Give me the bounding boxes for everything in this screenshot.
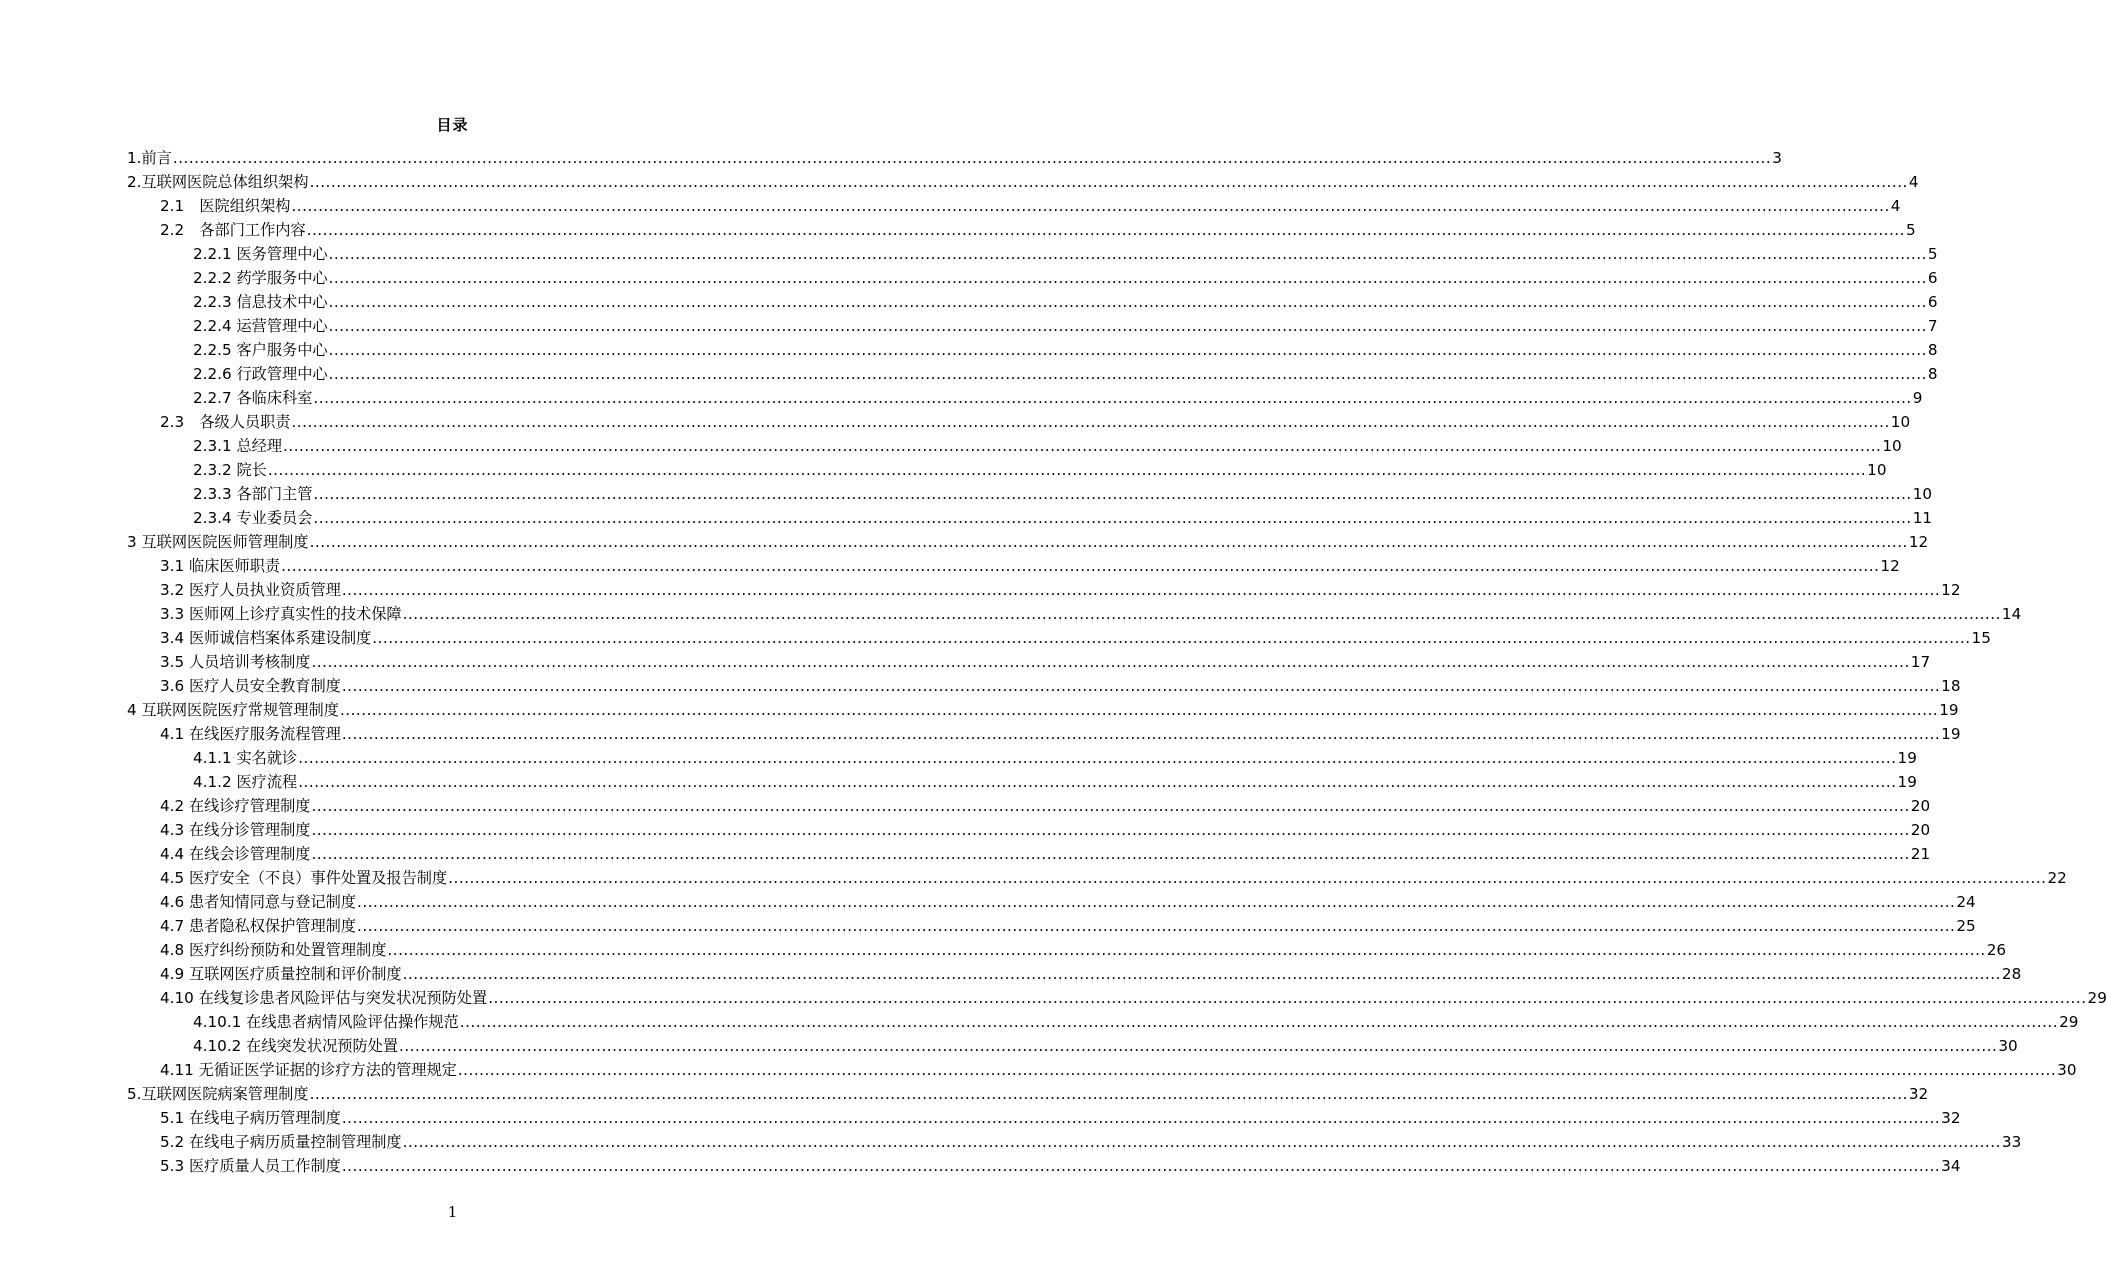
toc-dot-leader: ............................................................................................................................................................................................................................................................................................................: [306, 221, 1905, 239]
toc-entry-label: 3 互联网医院医师管理制度: [127, 533, 309, 551]
toc-entry-page: 34: [1941, 1157, 1961, 1175]
toc-entry-label: 2.3.1 总经理: [193, 437, 283, 455]
toc-entry-page: 19: [1941, 725, 1961, 743]
toc-entry[interactable]: [160, 626, 1991, 650]
toc-entry[interactable]: [193, 1034, 2018, 1058]
toc-dot-leader: ............................................................................................................................................................................................................................................................................................................: [387, 941, 1986, 959]
toc-entry-page: 30: [2057, 1061, 2077, 1079]
toc-dot-leader: ............................................................................................................................................................................................................................................................................................................: [399, 1037, 1998, 1055]
toc-dot-leader: ............................................................................................................................................................................................................................................................................................................: [328, 269, 1927, 287]
toc-entry-page: 28: [2001, 965, 2022, 983]
toc-dot-leader: ............................................................................................................................................................................................................................................................................................................: [341, 677, 1941, 695]
toc-dot-leader: ............................................................................................................................................................................................................................................................................................................: [402, 605, 2001, 623]
toc-entry[interactable]: [160, 194, 1901, 218]
toc-entry[interactable]: [160, 554, 1900, 578]
toc-dot-leader: ............................................................................................................................................................................................................................................................................................................: [313, 485, 1912, 503]
toc-entry-label: 2.2.3 信息技术中心: [193, 293, 328, 311]
page-number: 1: [447, 1203, 458, 1221]
toc-entry-label: 4.10.1 在线患者病情风险评估操作规范: [193, 1013, 459, 1031]
toc-entry-label: 4.4 在线会诊管理制度: [160, 845, 311, 863]
toc-entry-page: 24: [1956, 893, 1976, 911]
toc-entry[interactable]: [193, 746, 1917, 770]
toc-dot-leader: ............................................................................................................................................................................................................................................................................................................: [298, 749, 1897, 767]
toc-dot-leader: ............................................................................................................................................................................................................................................................................................................: [309, 1085, 1908, 1103]
toc-entry-page: 32: [1908, 1085, 1929, 1103]
toc-entry[interactable]: [193, 458, 1887, 482]
page-title: 目录: [436, 116, 469, 134]
toc-entry-label: 3.1 临床医师职责: [160, 557, 281, 575]
toc-entry-page: 5: [1905, 221, 1916, 239]
toc-entry-label: 4.11 无循证医学证据的诊疗方法的管理规定: [160, 1061, 457, 1079]
toc-entry-page: 25: [1956, 917, 1976, 935]
toc-entry-page: 8: [1927, 365, 1938, 383]
toc-entry-label: 5.3 医疗质量人员工作制度: [160, 1157, 341, 1175]
toc-dot-leader: ............................................................................................................................................................................................................................................................................................................: [328, 293, 1927, 311]
toc-entry-page: 12: [1908, 533, 1929, 551]
toc-entry[interactable]: [160, 722, 1961, 746]
toc-dot-leader: ............................................................................................................................................................................................................................................................................................................: [309, 533, 1908, 551]
toc-entry[interactable]: [127, 146, 1782, 170]
toc-entry-page: 30: [1998, 1037, 2018, 1055]
toc-entry[interactable]: [160, 1058, 2077, 1082]
toc-dot-leader: ............................................................................................................................................................................................................................................................................................................: [291, 197, 1890, 215]
toc-dot-leader: ............................................................................................................................................................................................................................................................................................................: [281, 557, 1880, 575]
toc-entry-label: 1.前言: [127, 149, 172, 167]
toc-dot-leader: ............................................................................................................................................................................................................................................................................................................: [311, 653, 1910, 671]
toc-entry[interactable]: [193, 386, 1923, 410]
toc-entry-page: 22: [2047, 869, 2067, 887]
toc-dot-leader: ............................................................................................................................................................................................................................................................................................................: [357, 893, 1956, 911]
toc-entry-label: 2.2 各部门工作内容: [160, 221, 306, 239]
toc-dot-leader: ............................................................................................................................................................................................................................................................................................................: [339, 701, 1939, 719]
toc-entry-label: 5.2 在线电子病历质量控制管理制度: [160, 1133, 402, 1151]
toc-entry-page: 10: [1912, 485, 1933, 503]
toc-entry-page: 6: [1927, 269, 1938, 287]
toc-entry-label: 2.3 各级人员职责: [160, 413, 291, 431]
toc-entry-page: 29: [2087, 989, 2107, 1007]
toc-dot-leader: ............................................................................................................................................................................................................................................................................................................: [328, 245, 1927, 263]
toc-entry[interactable]: [193, 314, 1938, 338]
toc-entry-label: 2.互联网医院总体组织架构: [127, 173, 309, 191]
toc-entry-label: 3.2 医疗人员执业资质管理: [160, 581, 341, 599]
toc-dot-leader: ............................................................................................................................................................................................................................................................................................................: [291, 413, 1890, 431]
toc-entry-label: 4.6 患者知情同意与登记制度: [160, 893, 357, 911]
toc-entry-page: 12: [1880, 557, 1900, 575]
toc-entry-page: 7: [1927, 317, 1938, 335]
toc-entry-page: 10: [1890, 413, 1911, 431]
toc-entry[interactable]: [160, 794, 1931, 818]
toc-entry[interactable]: [127, 530, 1929, 554]
toc-dot-leader: ............................................................................................................................................................................................................................................................................................................: [341, 1157, 1941, 1175]
toc-entry[interactable]: [193, 1010, 2079, 1034]
toc-entry-page: 8: [1927, 341, 1938, 359]
toc-dot-leader: ............................................................................................................................................................................................................................................................................................................: [402, 965, 2001, 983]
toc-entry-label: 3.6 医疗人员安全教育制度: [160, 677, 341, 695]
toc-entry-label: 4.3 在线分诊管理制度: [160, 821, 311, 839]
toc-dot-leader: ............................................................................................................................................................................................................................................................................................................: [311, 845, 1910, 863]
toc-entry-page: 3: [1772, 149, 1782, 167]
toc-entry[interactable]: [160, 938, 2007, 962]
toc-entry-label: 4.1.1 实名就诊: [193, 749, 298, 767]
toc-entry-page: 4: [1890, 197, 1901, 215]
toc-dot-leader: ............................................................................................................................................................................................................................................................................................................: [328, 317, 1927, 335]
toc-entry[interactable]: [160, 650, 1931, 674]
toc-entry-page: 20: [1910, 821, 1931, 839]
toc-dot-leader: ............................................................................................................................................................................................................................................................................................................: [172, 149, 1772, 167]
toc-entry-page: 12: [1941, 581, 1961, 599]
toc-entry[interactable]: [127, 1082, 1929, 1106]
toc-dot-leader: ............................................................................................................................................................................................................................................................................................................: [488, 989, 2087, 1007]
toc-entry[interactable]: [193, 506, 1933, 530]
toc-entry-label: 4.1 在线医疗服务流程管理: [160, 725, 341, 743]
toc-entry-page: 10: [1867, 461, 1887, 479]
toc-entry-page: 29: [2059, 1013, 2079, 1031]
toc-dot-leader: ............................................................................................................................................................................................................................................................................................................: [402, 1133, 2001, 1151]
toc-entry-label: 2.2.2 药学服务中心: [193, 269, 328, 287]
toc-entry-label: 4.9 互联网医疗质量控制和评价制度: [160, 965, 402, 983]
toc-entry-label: 2.3.3 各部门主管: [193, 485, 313, 503]
toc-dot-leader: ............................................................................................................................................................................................................................................................................................................: [341, 725, 1941, 743]
toc-dot-leader: ............................................................................................................................................................................................................................................................................................................: [309, 173, 1908, 191]
toc-entry[interactable]: [160, 674, 1961, 698]
toc-entry-page: 17: [1910, 653, 1931, 671]
toc-dot-leader: ............................................................................................................................................................................................................................................................................................................: [283, 437, 1882, 455]
toc-dot-leader: ............................................................................................................................................................................................................................................................................................................: [298, 773, 1897, 791]
toc-entry-label: 2.2.7 各临床科室: [193, 389, 313, 407]
toc-dot-leader: ............................................................................................................................................................................................................................................................................................................: [372, 629, 1971, 647]
toc-entry-page: 33: [2001, 1133, 2022, 1151]
toc-entry-label: 3.3 医师网上诊疗真实性的技术保障: [160, 605, 402, 623]
toc-entry-label: 2.3.4 专业委员会: [193, 509, 313, 527]
toc-dot-leader: ............................................................................................................................................................................................................................................................................................................: [311, 797, 1910, 815]
toc-entry-page: 19: [1897, 773, 1917, 791]
toc-entry-page: 5: [1927, 245, 1938, 263]
toc-entry-page: 18: [1941, 677, 1961, 695]
toc-dot-leader: ............................................................................................................................................................................................................................................................................................................: [328, 341, 1927, 359]
toc-entry[interactable]: [193, 338, 1938, 362]
toc-entry[interactable]: [160, 218, 1916, 242]
toc-entry-label: 4.1.2 医疗流程: [193, 773, 298, 791]
toc-entry-page: 20: [1910, 797, 1931, 815]
toc-entry[interactable]: [160, 914, 1976, 938]
toc-entry-page: 14: [2001, 605, 2022, 623]
toc-dot-leader: ............................................................................................................................................................................................................................................................................................................: [457, 1061, 2057, 1079]
toc-entry-page: 19: [1897, 749, 1917, 767]
toc-entry-label: 2.2.1 医务管理中心: [193, 245, 328, 263]
toc-entry-page: 32: [1941, 1109, 1961, 1127]
toc-entry-page: 11: [1912, 509, 1933, 527]
toc-dot-leader: ............................................................................................................................................................................................................................................................................................................: [459, 1013, 2059, 1031]
toc-entry[interactable]: [160, 1106, 1961, 1130]
toc-entry[interactable]: [160, 602, 2022, 626]
toc-entry-label: 4.5 医疗安全（不良）事件处置及报告制度: [160, 869, 448, 887]
toc-dot-leader: ............................................................................................................................................................................................................................................................................................................: [267, 461, 1867, 479]
toc-entry[interactable]: [160, 1130, 2022, 1154]
toc-dot-leader: ............................................................................................................................................................................................................................................................................................................: [341, 581, 1941, 599]
toc-entry[interactable]: [160, 890, 1976, 914]
toc-entry-page: 6: [1927, 293, 1938, 311]
toc-entry-page: 10: [1882, 437, 1902, 455]
toc-entry[interactable]: [160, 1154, 1961, 1178]
toc-dot-leader: ............................................................................................................................................................................................................................................................................................................: [311, 821, 1910, 839]
toc-entry[interactable]: [160, 842, 1931, 866]
toc-entry-label: 2.2.4 运营管理中心: [193, 317, 328, 335]
toc-entry-label: 3.4 医师诚信档案体系建设制度: [160, 629, 372, 647]
toc-dot-leader: ............................................................................................................................................................................................................................................................................................................: [328, 365, 1927, 383]
toc-entry-label: 4.10.2 在线突发状况预防处置: [193, 1037, 399, 1055]
toc-entry[interactable]: [193, 242, 1938, 266]
toc-entry[interactable]: [127, 698, 1959, 722]
toc-dot-leader: ............................................................................................................................................................................................................................................................................................................: [357, 917, 1956, 935]
toc-entry[interactable]: [193, 482, 1933, 506]
toc-entry-page: 21: [1910, 845, 1931, 863]
toc-entry[interactable]: [160, 818, 1931, 842]
toc-entry-label: 2.2.6 行政管理中心: [193, 365, 328, 383]
toc-entry[interactable]: [193, 770, 1917, 794]
toc-dot-leader: ............................................................................................................................................................................................................................................................................................................: [448, 869, 2047, 887]
toc-entry-label: 3.5 人员培训考核制度: [160, 653, 311, 671]
toc-entry[interactable]: [160, 578, 1961, 602]
toc-entry-label: 4.10 在线复诊患者风险评估与突发状况预防处置: [160, 989, 488, 1007]
toc-entry-label: 4.2 在线诊疗管理制度: [160, 797, 311, 815]
toc-entry-page: 26: [1986, 941, 2007, 959]
toc-dot-leader: ............................................................................................................................................................................................................................................................................................................: [313, 509, 1912, 527]
toc-entry-page: 19: [1939, 701, 1959, 719]
toc-entry-label: 2.1 医院组织架构: [160, 197, 291, 215]
toc-entry-page: 15: [1971, 629, 1991, 647]
toc-entry-page: 9: [1912, 389, 1923, 407]
toc-entry[interactable]: [160, 866, 2067, 890]
toc-entry[interactable]: [193, 290, 1938, 314]
toc-entry-label: 4.8 医疗纠纷预防和处置管理制度: [160, 941, 387, 959]
toc-entry-label: 2.2.5 客户服务中心: [193, 341, 328, 359]
toc-entry-label: 4 互联网医院医疗常规管理制度: [127, 701, 339, 719]
toc-entry-label: 5.互联网医院病案管理制度: [127, 1085, 309, 1103]
toc-entry[interactable]: [160, 986, 2107, 1010]
toc-entry-label: 5.1 在线电子病历管理制度: [160, 1109, 341, 1127]
toc-entry[interactable]: [160, 410, 1911, 434]
toc-entry[interactable]: [193, 266, 1938, 290]
toc-entry[interactable]: [193, 434, 1902, 458]
toc-dot-leader: ............................................................................................................................................................................................................................................................................................................: [313, 389, 1912, 407]
toc-entry[interactable]: [193, 362, 1938, 386]
toc-entry[interactable]: [127, 170, 1919, 194]
toc-entry[interactable]: [160, 962, 2022, 986]
toc-entry-label: 2.3.2 院长: [193, 461, 267, 479]
toc-entry-label: 4.7 患者隐私权保护管理制度: [160, 917, 357, 935]
toc-entry-page: 4: [1908, 173, 1919, 191]
toc-dot-leader: ............................................................................................................................................................................................................................................................................................................: [341, 1109, 1941, 1127]
